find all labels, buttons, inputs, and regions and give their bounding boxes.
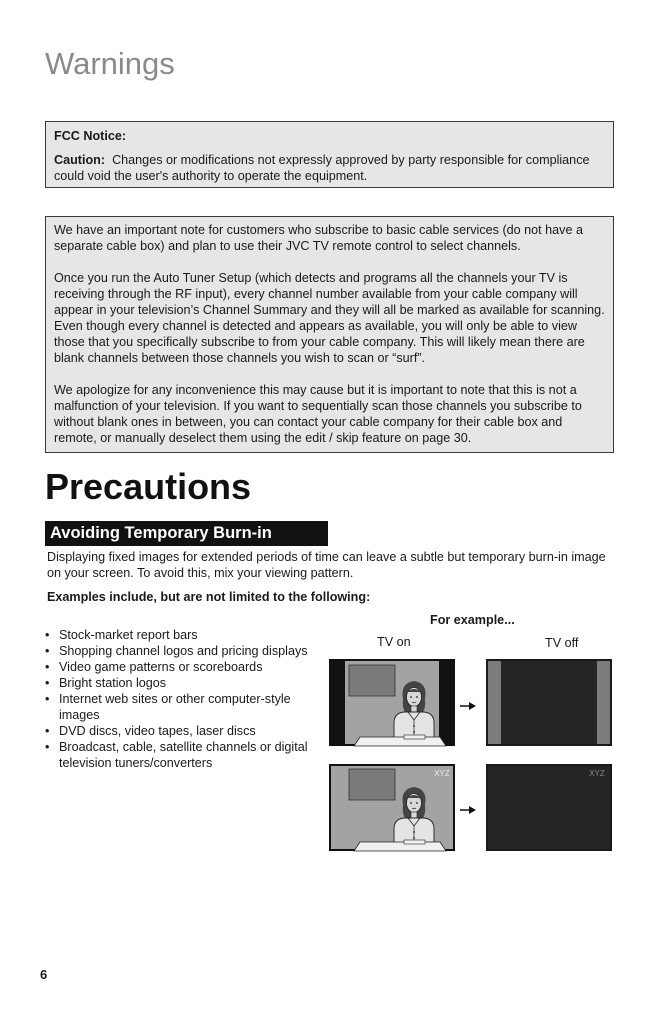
list-item: • Video game patterns or scoreboards xyxy=(45,659,320,675)
caution-label: Caution: xyxy=(54,153,106,167)
station-logo-text: XYZ xyxy=(434,769,450,778)
burn-in-intro: Displaying fixed images for extended periods of time can leave a subtle but temporary burn-in image on your screen. To avoid this, mix your viewing pattern. xyxy=(47,550,606,580)
list-item: • Internet web sites or other computer-style images xyxy=(45,691,320,723)
examples-list xyxy=(45,627,320,771)
page-number: 6 xyxy=(40,967,48,982)
tv-on-letterbox-screen xyxy=(329,659,455,746)
tv-on-logo-screen xyxy=(329,764,455,851)
tv-off-label: TV off xyxy=(545,636,579,650)
tv-off-logo-burn-in-screen xyxy=(486,764,612,851)
list-item: • Shopping channel logos and pricing displays xyxy=(45,643,320,659)
burn-in-section-heading: Avoiding Temporary Burn-in xyxy=(45,521,328,546)
tv-off-letterbox-burn-in-screen xyxy=(486,659,612,746)
precautions-title: Precautions xyxy=(45,466,252,507)
cable-note-paragraph: We apologize for any inconvenience this may cause but it is important to note that this is not a malfunction of your television. If you want to sequentially scan those channels you subscribe to without blank ones in between, you can contact your cable company for their cable box and remote, or manually deselect them using the edit / skip feature on page 30. xyxy=(54,383,582,445)
list-item: • Broadcast, cable, satellite channels or digital television tuners/converters xyxy=(45,739,320,771)
burn-in-illustration xyxy=(328,655,618,855)
caution-body: Changes or modifications not expressly approved by party responsible for compliance could void the user's authority to operate the equipment. xyxy=(54,153,590,183)
burned-logo-text: XYZ xyxy=(589,769,605,778)
fcc-notice-heading: FCC Notice: xyxy=(54,129,127,143)
list-item: • DVD discs, video tapes, laser discs xyxy=(45,723,320,739)
list-item: • Bright station logos xyxy=(45,675,320,691)
arrow-icon xyxy=(460,702,476,710)
list-item: • Stock-market report bars xyxy=(45,627,320,643)
cable-note-paragraph: Once you run the Auto Tuner Setup (which detects and programs all the channels your TV is receiving through the RF input), every channel number available from your cable company will appear in your television’s Channel Summary and they will all be marked as available for scanning. Even though every channel is detected and appears as available, you will only be able to view those that you specifically subscribe to from your cable company. This will likely mean there are blank channels between those channels you wish to scan or “surf”. xyxy=(54,271,605,365)
fcc-notice-box xyxy=(45,121,614,188)
tv-on-label: TV on xyxy=(377,635,411,649)
cable-note-paragraph: We have an important note for customers who subscribe to basic cable services (do not have a separate cable box) and plan to use their JVC TV remote control to select channels. xyxy=(54,223,583,253)
cable-note-box xyxy=(45,216,614,453)
arrow-icon xyxy=(460,806,476,814)
warnings-title: Warnings xyxy=(45,46,175,81)
fcc-caution-text xyxy=(54,152,605,184)
examples-heading: Examples include, but are not limited to the following: xyxy=(47,590,371,604)
figure-caption: For example... xyxy=(430,613,515,627)
